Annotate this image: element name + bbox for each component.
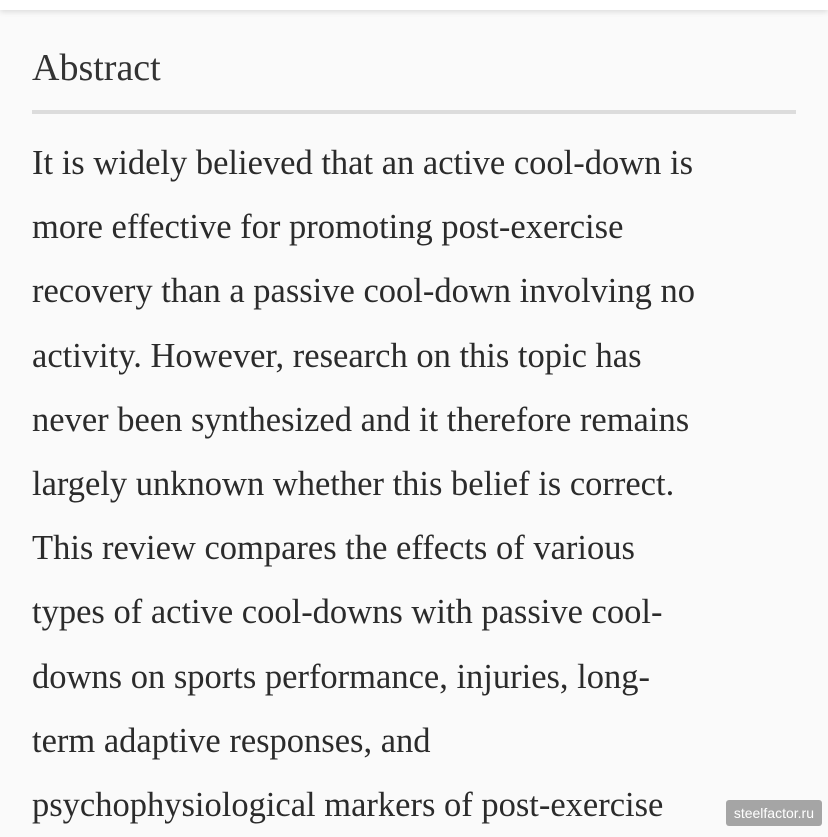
abstract-text [32, 131, 798, 837]
abstract-line: It is widely believed that an active cool-down is [32, 144, 694, 182]
section-title: Abstract [32, 47, 161, 89]
abstract-line: largely unknown whether this belief is correct. [32, 465, 675, 504]
abstract-line: psychophysiological markers of post-exercise [32, 786, 664, 825]
section-divider [32, 110, 796, 114]
abstract-line: downs on sports performance, injuries, long- [32, 657, 651, 696]
watermark: steelfactor.ru [726, 800, 822, 826]
abstract-line: activity. However, research on this topic has [32, 336, 642, 375]
abstract-line: more effective for promoting post-exercise [32, 208, 624, 247]
top-bar [0, 0, 828, 10]
abstract-line: never been synthesized and it therefore remains [32, 400, 690, 439]
abstract-line: This review compares the effects of various [32, 529, 635, 568]
abstract-line: types of active cool-downs with passive cool- [32, 593, 663, 632]
abstract-line: term adaptive responses, and [32, 721, 431, 760]
abstract-line: recovery than a passive cool-down involving no [32, 272, 695, 311]
